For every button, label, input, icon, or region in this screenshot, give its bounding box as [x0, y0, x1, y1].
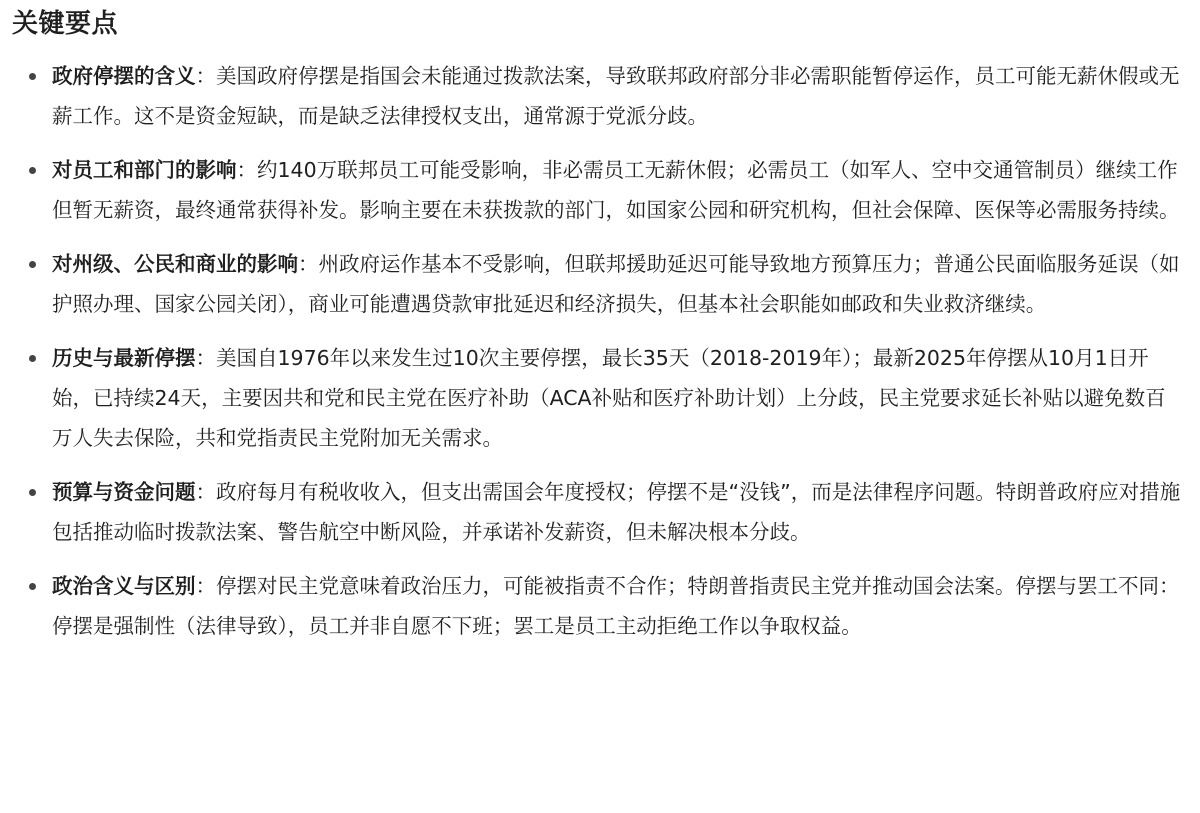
item-separator: ： [195, 64, 216, 88]
item-text: 政府每月有税收收入，但支出需国会年度授权；停摆不是“没钱”，而是法律程序问题。特朗普政府应对措施包括推动临时拨款法案、警告航空中断风险，并承诺补发薪资，但未解决根本分歧。 [52, 480, 1181, 544]
list-item-political-meaning [12, 566, 1184, 646]
list-item-history-latest-shutdown [12, 338, 1184, 458]
bullet-icon [29, 583, 36, 590]
item-label: 对员工和部门的影响 [52, 158, 237, 182]
bullet-icon [29, 167, 36, 174]
item-label: 预算与资金问题 [52, 480, 196, 504]
item-separator: ： [195, 574, 216, 598]
item-separator: ： [195, 480, 216, 504]
list-item-state-public-business-impact [12, 244, 1184, 324]
key-points-list [12, 56, 1184, 646]
list-item-budget-funding [12, 472, 1184, 552]
item-separator: ： [298, 252, 319, 276]
item-text: 停摆对民主党意味着政治压力，可能被指责不合作；特朗普指责民主党并推动国会法案。停摆与罢工不同：停摆是强制性（法律导致），员工并非自愿不下班；罢工是员工主动拒绝工作以争取权益。 [52, 574, 1180, 638]
item-label: 政治含义与区别 [52, 574, 196, 598]
bullet-icon [29, 355, 36, 362]
bullet-icon [29, 489, 36, 496]
item-separator: ： [195, 346, 216, 370]
page-title: 关键要点 [12, 9, 119, 39]
bullet-icon [29, 73, 36, 80]
list-item-shutdown-meaning [12, 56, 1184, 136]
item-label: 对州级、公民和商业的影响 [52, 252, 298, 276]
item-text: 美国自1976年以来发生过10次主要停摆，最长35天（2018-2019年）；最新2025年停摆从10月1日开始，已持续24天，主要因共和党和民主党在医疗补助（ACA补贴和医疗补助计划）上分歧，民主党要求延长补贴以避免数百万人失去保险，共和党指责民主党附加无关需求。 [52, 346, 1166, 450]
item-separator: ： [236, 158, 257, 182]
item-label: 历史与最新停摆 [52, 346, 196, 370]
item-label: 政府停摆的含义 [52, 64, 196, 88]
item-text: 州政府运作基本不受影响，但联邦援助延迟可能导致地方预算压力；普通公民面临服务延误（如护照办理、国家公园关闭），商业可能遭遇贷款审批延迟和经济损失，但基本社会职能如邮政和失业救济继续。 [52, 252, 1180, 316]
item-text: 美国政府停摆是指国会未能通过拨款法案，导致联邦政府部分非必需职能暂停运作，员工可能无薪休假或无薪工作。这不是资金短缺，而是缺乏法律授权支出，通常源于党派分歧。 [52, 64, 1180, 128]
bullet-icon [29, 261, 36, 268]
list-item-employee-impact [12, 150, 1184, 230]
item-text: 约140万联邦员工可能受影响，非必需员工无薪休假；必需员工（如军人、空中交通管制员）继续工作但暂无薪资，最终通常获得补发。影响主要在未获拨款的部门，如国家公园和研究机构，但社会保障、医保等必需服务持续。 [52, 158, 1180, 222]
